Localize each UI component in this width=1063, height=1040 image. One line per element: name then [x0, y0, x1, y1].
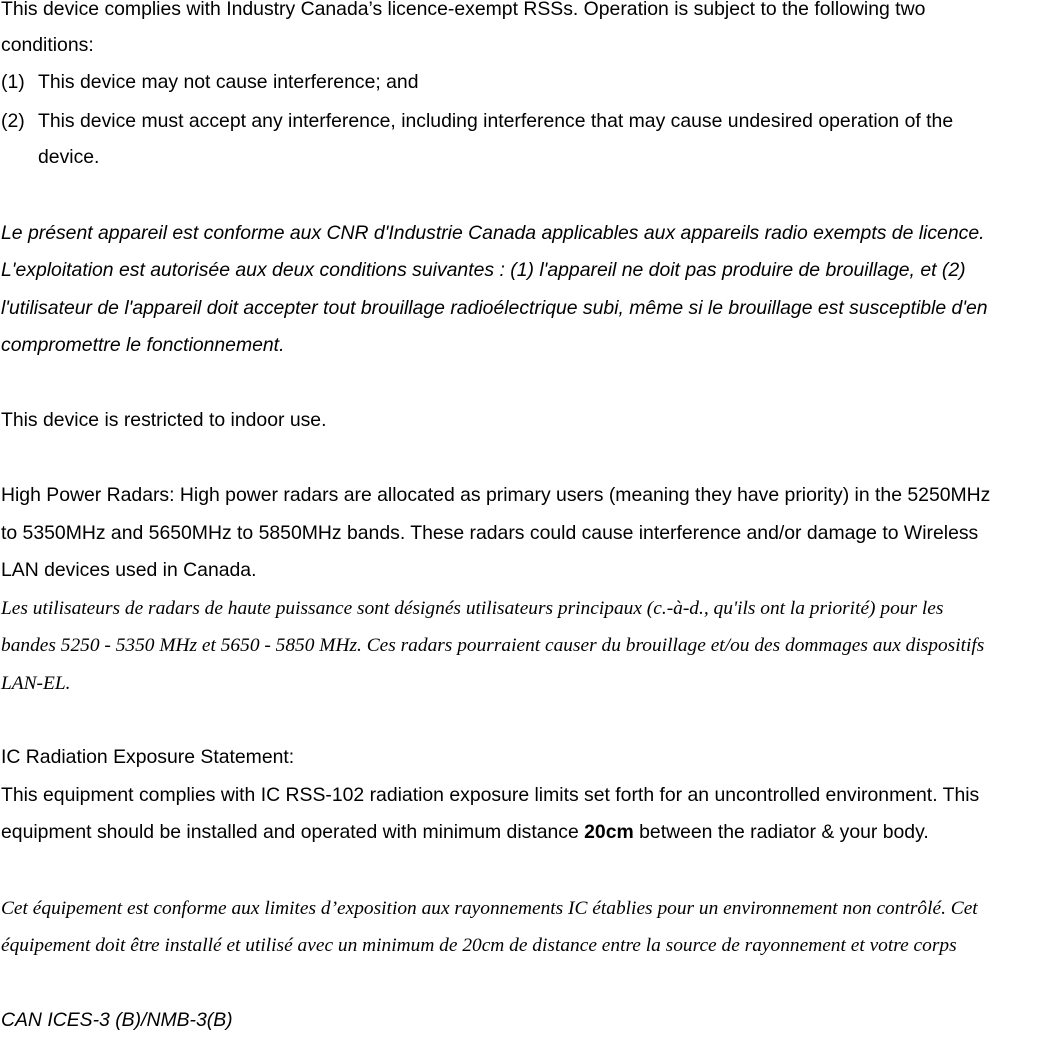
- list-item-number: (1): [1, 71, 25, 93]
- french-compliance-line2: L'exploitation est autorisée aux deux conditions suivantes : (1) l'appareil ne doit pas produire de brouillage, et (2): [1, 259, 966, 281]
- french-compliance-line1: Le présent appareil est conforme aux CNR d'Industrie Canada applicables aux appareils radio exempts de licence.: [1, 222, 985, 244]
- ic-intro-line1: This device complies with Industry Canada’s licence-exempt RSSs. Operation is subject to the following two: [1, 0, 926, 20]
- radar-line3: LAN devices used in Canada.: [1, 559, 257, 581]
- minimum-distance-value: 20cm: [584, 821, 634, 843]
- radiation-heading: IC Radiation Exposure Statement:: [1, 746, 295, 768]
- radar-fr-line1: Les utilisateurs de radars de haute puissance sont désignés utilisateurs principaux (c.-à-d., qu'ils ont la priorité) pour les: [1, 598, 944, 619]
- radar-line1: High Power Radars: High power radars are allocated as primary users (meaning they have priority) in the 5250MHz: [1, 484, 991, 506]
- ic-intro-line2: conditions:: [1, 34, 94, 56]
- radiation-line2: [1, 814, 929, 852]
- radiation-fr-line1: Cet équipement est conforme aux limites d’exposition aux rayonnements IC établies pour un environnement non contrôlé. Cet: [1, 898, 978, 919]
- radar-fr-line3: LAN-EL.: [1, 673, 71, 694]
- list-item-text: This device must accept any interference, including interference that may cause undesired operation of the: [38, 110, 954, 132]
- french-compliance-line4: compromettre le fonctionnement.: [1, 334, 285, 356]
- indoor-use-statement: This device is restricted to indoor use.: [1, 409, 327, 431]
- radar-fr-line2: bandes 5250 - 5350 MHz et 5650 - 5850 MHz. Ces radars pourraient causer du brouillage et/ou des dommages aux dispositifs: [1, 635, 985, 656]
- radiation-line1: This equipment complies with IC RSS-102 radiation exposure limits set forth for an uncontrolled environment. This: [1, 784, 980, 806]
- radar-line2: to 5350MHz and 5650MHz to 5850MHz bands. These radars could cause interference and/or damage to Wireless: [1, 522, 979, 544]
- radiation-line2-post: between the radiator & your body.: [633, 821, 929, 843]
- ices-label: CAN ICES-3 (B)/NMB-3(B): [1, 1009, 233, 1031]
- radiation-fr-line2: équipement doit être installé et utilisé avec un minimum de 20cm de distance entre la source de rayonnement et votre corps: [1, 935, 957, 956]
- list-item-text-continued: device.: [38, 146, 100, 168]
- list-item-number: (2): [1, 110, 25, 132]
- french-compliance-line3: l'utilisateur de l'appareil doit accepter tout brouillage radioélectrique subi, même si le brouillage est susceptible d'en: [1, 297, 988, 319]
- list-item-text: This device may not cause interference; and: [38, 71, 419, 93]
- radiation-line2-pre: equipment should be installed and operated with minimum distance: [1, 821, 585, 843]
